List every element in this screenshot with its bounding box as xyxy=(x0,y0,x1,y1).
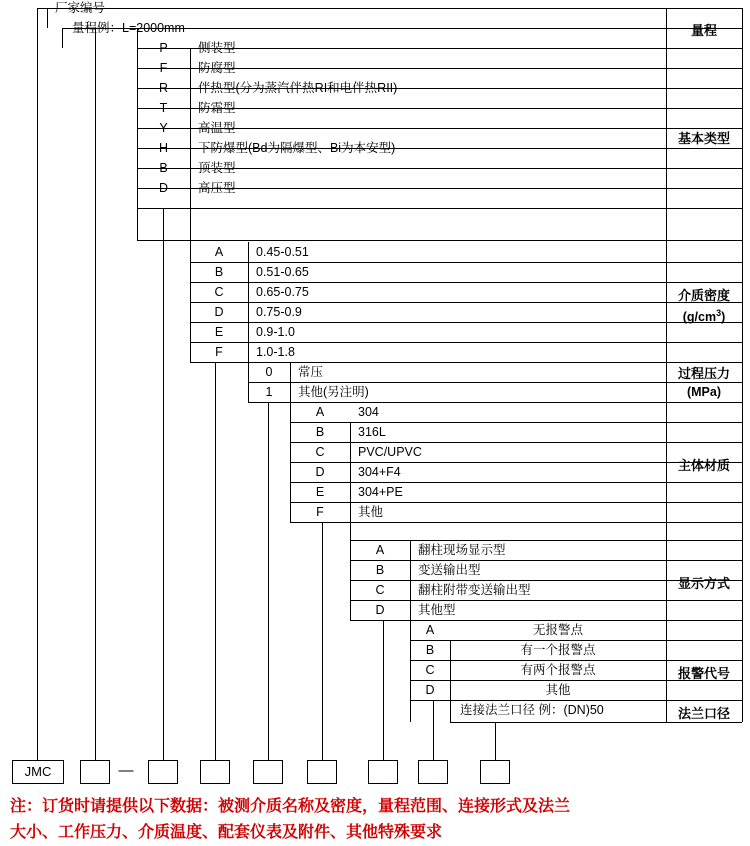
code-box-2[interactable] xyxy=(148,760,178,784)
pressure-code-1: 1 xyxy=(265,385,273,399)
code-box-5[interactable] xyxy=(307,760,337,784)
material-code-5: F xyxy=(316,505,324,519)
model-prefix-text: JMC xyxy=(24,764,52,779)
basic-code-2: R xyxy=(158,81,169,95)
label-range: 量程 xyxy=(690,23,717,38)
material-code-1: B xyxy=(315,425,325,439)
label-basic-type: 基本类型 xyxy=(677,131,730,146)
basic-code-1: F xyxy=(159,61,168,75)
vrule-b xyxy=(62,28,63,48)
alarm-code-2: C xyxy=(425,663,435,677)
basic-code-7: D xyxy=(158,181,169,195)
label-pressure-unit: (MPa) xyxy=(686,385,722,399)
row-factory-no-desc: 厂家编号 xyxy=(55,1,106,15)
density-desc-2: 0.65-0.75 xyxy=(256,285,309,299)
alarm-code-0: A xyxy=(425,623,435,637)
display-desc-1: 变送输出型 xyxy=(418,563,481,577)
pressure-code-0: 0 xyxy=(265,365,273,379)
leader-8 xyxy=(495,722,496,760)
code-box-7[interactable] xyxy=(418,760,448,784)
material-desc-0: 304 xyxy=(358,405,379,419)
rule-f1 xyxy=(450,722,742,723)
basic-desc-2: 伴热型(分为蒸汽伴热RI和电伴热RII) xyxy=(198,81,398,95)
density-code-3: D xyxy=(214,305,224,319)
label-alarm: 报警代号 xyxy=(677,666,730,681)
order-note-line2: 大小、工作压力、介质温度、配套仪表及附件、其他特殊要求 xyxy=(10,824,443,841)
material-desc-5: 其他 xyxy=(358,505,384,519)
density-code-5: F xyxy=(215,345,223,359)
code-box-3[interactable] xyxy=(200,760,230,784)
vrule-a xyxy=(47,8,48,28)
label-pressure: 过程压力 xyxy=(677,366,730,381)
basic-desc-1: 防腐型 xyxy=(198,61,236,75)
alarm-desc-3: 其他 xyxy=(545,683,571,697)
basic-code-3: T xyxy=(159,101,168,115)
basic-desc-0: 侧装型 xyxy=(198,41,236,55)
leader-4 xyxy=(268,402,269,760)
density-desc-3: 0.75-0.9 xyxy=(256,305,302,319)
leader-0-top xyxy=(37,8,47,9)
material-code-3: D xyxy=(315,465,325,479)
vrule-right xyxy=(742,8,743,722)
basic-code-0: P xyxy=(159,41,168,55)
material-desc-4: 304+PE xyxy=(358,485,403,499)
basic-desc-5: 下防爆型(Bd为隔爆型、Bi为本安型) xyxy=(198,141,396,155)
display-desc-3: 其他型 xyxy=(418,603,456,617)
label-material: 主体材质 xyxy=(677,458,730,473)
density-code-2: C xyxy=(214,285,224,299)
order-note-line1: 注：订货时请提供以下数据：被测介质名称及密度，量程范围、连接形式及法兰 xyxy=(10,798,571,815)
basic-desc-4: 高温型 xyxy=(198,121,236,135)
alarm-code-3: D xyxy=(425,683,435,697)
alarm-desc-2: 有两个报警点 xyxy=(520,663,596,677)
code-box-1[interactable] xyxy=(80,760,110,784)
density-desc-1: 0.51-0.65 xyxy=(256,265,309,279)
leader-7 xyxy=(433,700,434,760)
display-code-0: A xyxy=(375,543,385,557)
density-desc-4: 0.9-1.0 xyxy=(256,325,295,339)
leader-5 xyxy=(322,522,323,760)
leader-1 xyxy=(95,28,96,760)
code-box-6[interactable] xyxy=(368,760,398,784)
vrule-asep xyxy=(450,640,451,722)
pressure-desc-0: 常压 xyxy=(298,365,324,379)
density-code-0: A xyxy=(214,245,224,259)
material-code-2: C xyxy=(315,445,325,459)
material-desc-2: PVC/UPVC xyxy=(358,445,422,459)
material-code-4: E xyxy=(315,485,325,499)
basic-desc-7: 高压型 xyxy=(198,181,236,195)
row-range-example-desc: 量程例：L=2000mm xyxy=(72,21,185,35)
basic-code-6: B xyxy=(159,161,168,175)
basic-desc-3: 防霜型 xyxy=(198,101,236,115)
flange-desc: 连接法兰口径 例：(DN)50 xyxy=(460,703,604,717)
display-desc-2: 翻柱附带变送输出型 xyxy=(418,583,531,597)
code-box-8[interactable] xyxy=(480,760,510,784)
display-code-3: D xyxy=(375,603,385,617)
density-desc-5: 1.0-1.8 xyxy=(256,345,295,359)
model-prefix-box[interactable] xyxy=(12,760,64,784)
material-desc-1: 316L xyxy=(358,425,386,439)
basic-code-4: Y xyxy=(159,121,168,135)
leader-2 xyxy=(163,208,164,760)
density-code-1: B xyxy=(214,265,224,279)
alarm-code-1: B xyxy=(425,643,435,657)
material-code-0: A xyxy=(315,405,325,419)
leader-6 xyxy=(383,620,384,760)
code-box-4[interactable] xyxy=(253,760,283,784)
box-separator-dash: — xyxy=(118,762,134,779)
label-density-unit: $(g/cm^3)$ xyxy=(682,308,726,325)
alarm-desc-0: 无报警点 xyxy=(532,623,583,637)
leader-3 xyxy=(215,362,216,760)
display-code-1: B xyxy=(375,563,385,577)
display-desc-0: 翻柱现场显示型 xyxy=(418,543,506,557)
density-code-4: E xyxy=(214,325,224,339)
label-flange: 法兰口径 xyxy=(677,706,730,721)
material-desc-3: 304+F4 xyxy=(358,465,401,479)
rule-m6 xyxy=(290,522,742,523)
alarm-desc-1: 有一个报警点 xyxy=(520,643,596,657)
density-desc-0: 0.45-0.51 xyxy=(256,245,309,259)
basic-desc-6: 顶装型 xyxy=(198,161,236,175)
display-code-2: C xyxy=(375,583,385,597)
pressure-desc-1: 其他(另注明) xyxy=(298,385,369,399)
leader-0 xyxy=(37,8,38,760)
rule-r10 xyxy=(137,208,742,209)
label-display: 显示方式 xyxy=(677,576,730,591)
rule-r11 xyxy=(137,240,742,241)
basic-code-5: H xyxy=(158,141,169,155)
label-density: 介质密度 xyxy=(677,288,730,303)
